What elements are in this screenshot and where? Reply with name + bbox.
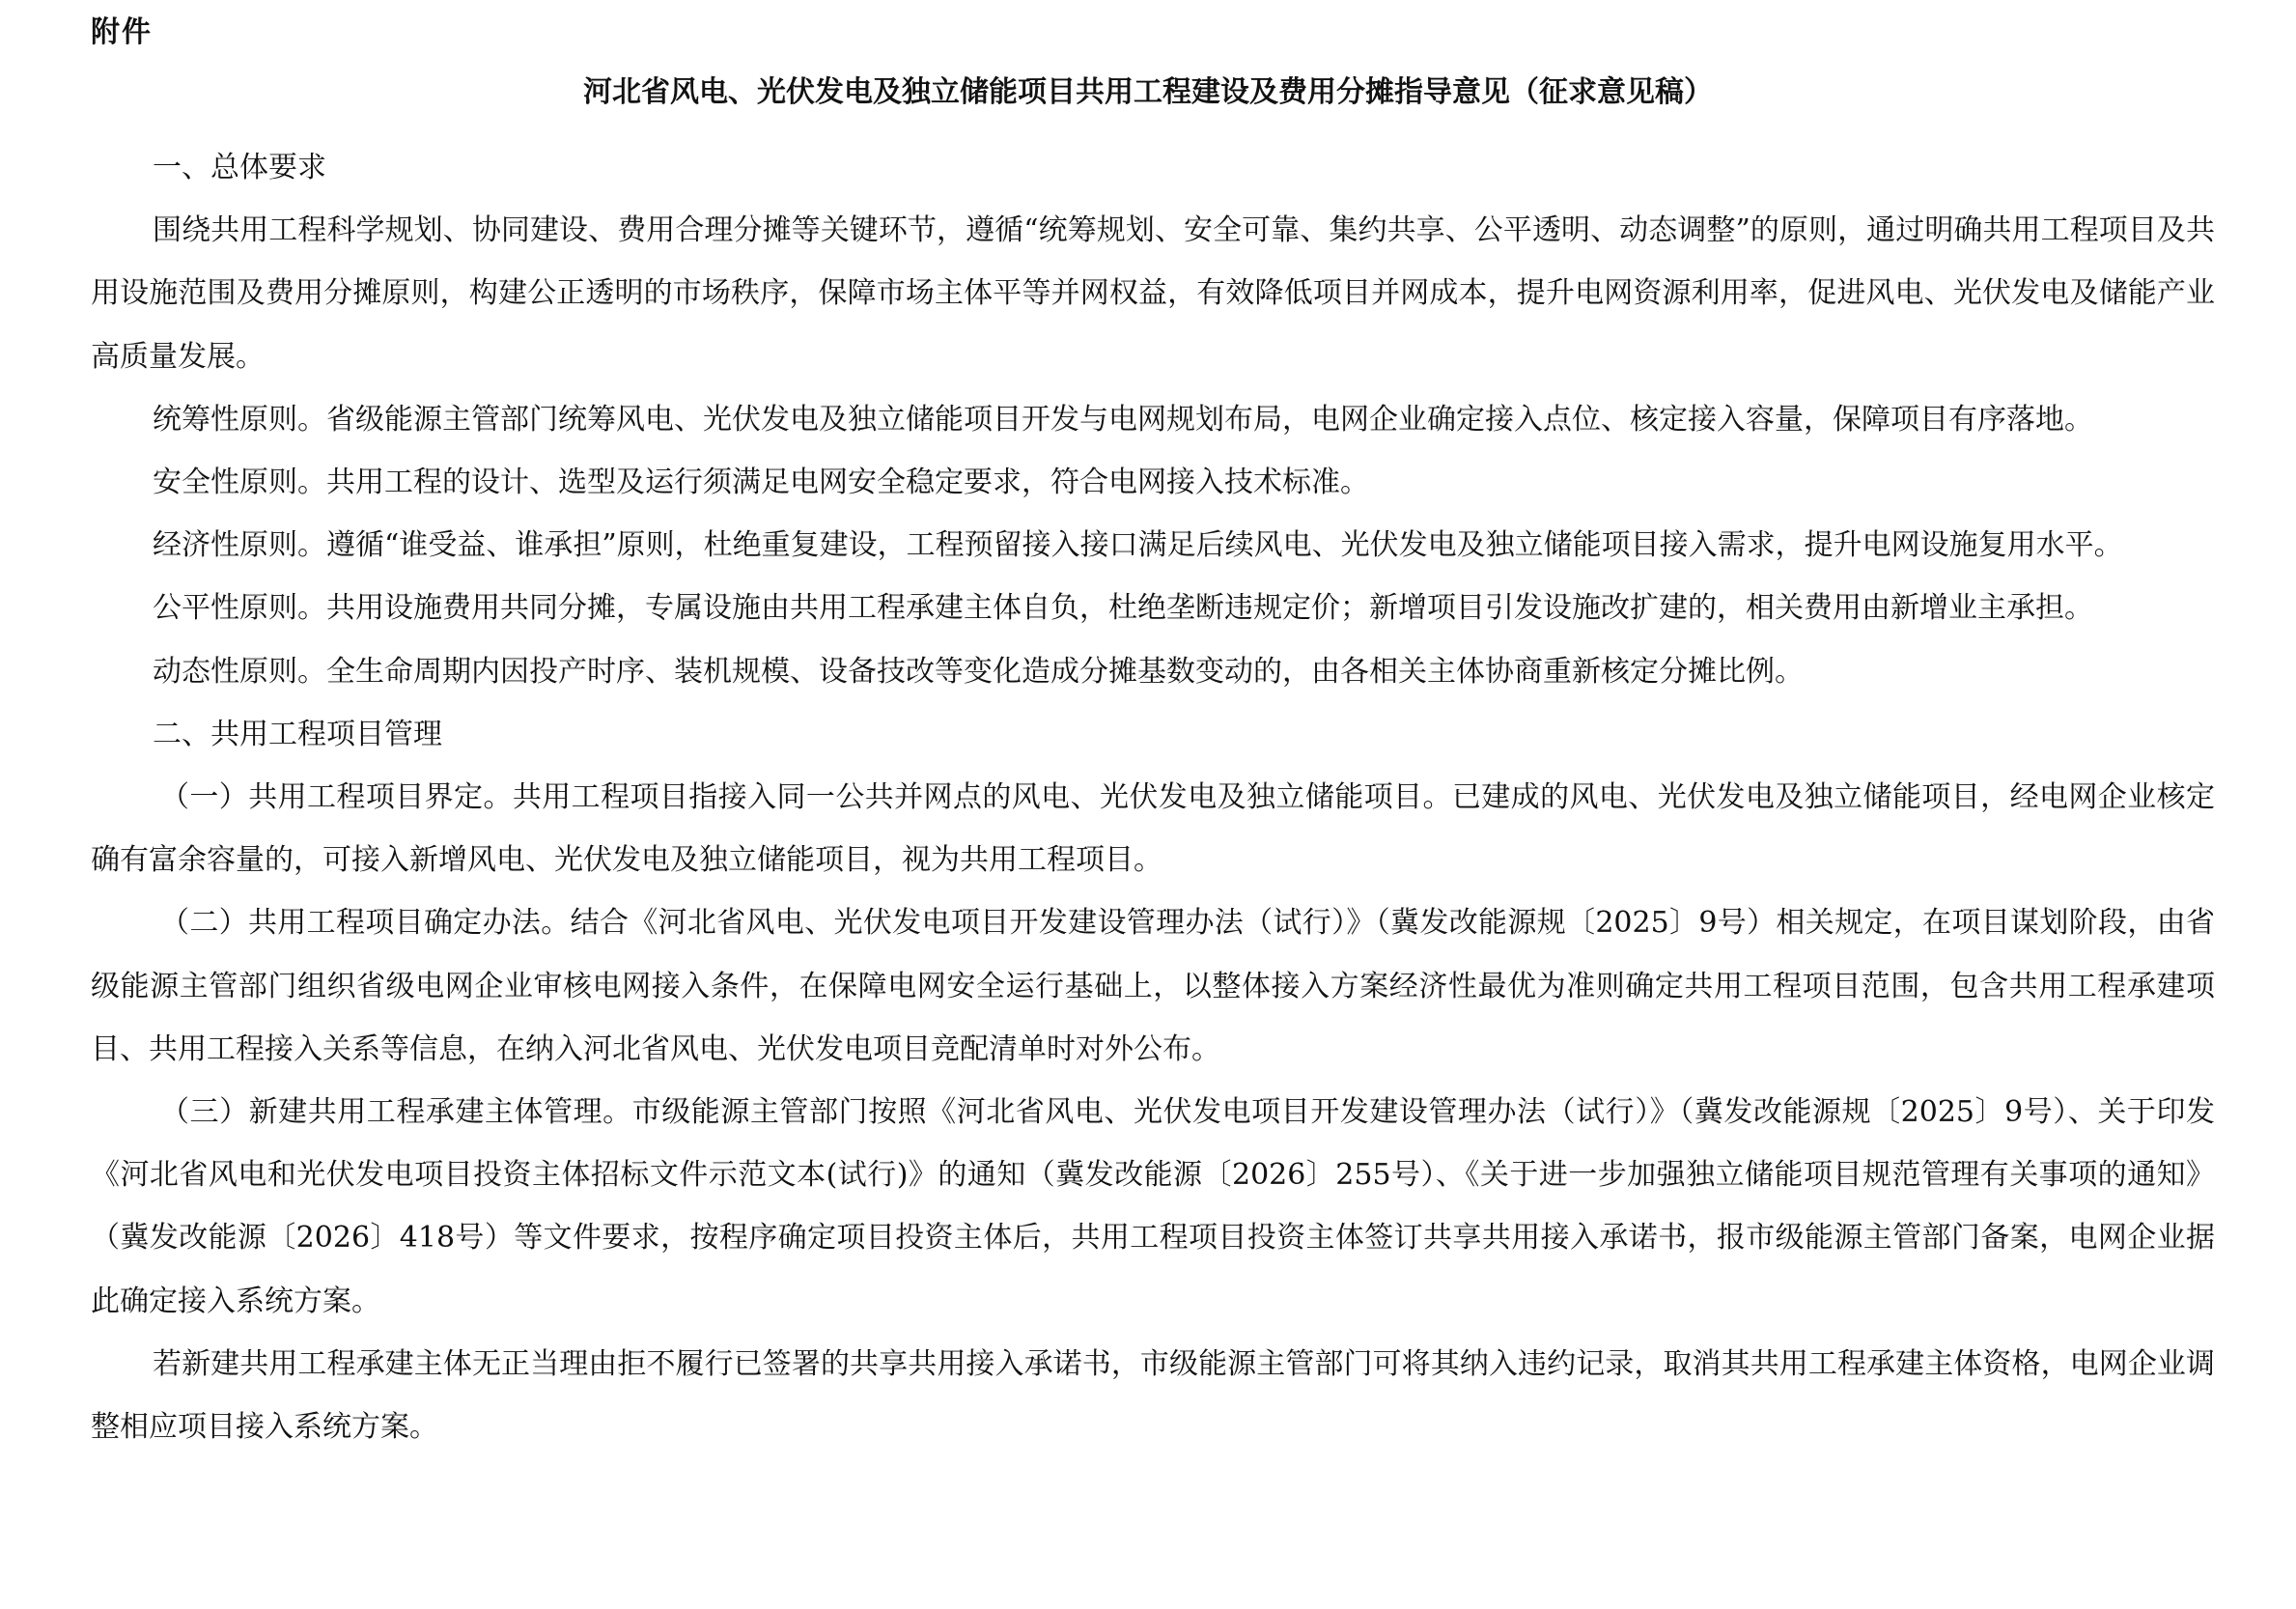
document-body [91, 136, 2215, 1458]
paragraph-general-overview: 围绕共用工程科学规划、协同建设、费用合理分摊等关键环节，遵循“统筹规划、安全可靠、集约共享、公平透明、动态调整”的原则，通过明确共用工程项目及共用设施范围及费用分摊原则，构建公正透明的市场秩序，保障市场主体平等并网权益，有效降低项目并网成本，提升电网资源利用率，促进风电、光伏发电及储能产业高质量发展。 [91, 213, 2215, 374]
paragraph-project-definition: （一）共用工程项目界定。共用工程项目指接入同一公共并网点的风电、光伏发电及独立储能项目。已建成的风电、光伏发电及独立储能项目，经电网企业核定确有富余容量的，可接入新增风电、光伏发电及独立储能项目，视为共用工程项目。 [91, 780, 2215, 878]
section-heading-project-management: 二、共用工程项目管理 [153, 717, 442, 751]
paragraph-principle-economy: 经济性原则。遵循“谁受益、谁承担”原则，杜绝重复建设，工程预留接入接口满足后续风电、光伏发电及独立储能项目接入需求，提升电网设施复用水平。 [153, 528, 2123, 563]
paragraph-default-handling: 若新建共用工程承建主体无正当理由拒不履行已签署的共享共用接入承诺书，市级能源主管部门可将其纳入违约记录，取消其共用工程承建主体资格，电网企业调整相应项目接入系统方案。 [91, 1346, 2215, 1445]
paragraph-principle-fairness: 公平性原则。共用设施费用共同分摊，专属设施由共用工程承建主体自负，杜绝垄断违规定价；新增项目引发设施改扩建的，相关费用由新增业主承担。 [153, 591, 2093, 626]
paragraph-contractor-management: （三）新建共用工程承建主体管理。市级能源主管部门按照《河北省风电、光伏发电项目开发建设管理办法（试行）》（冀发改能源规〔2025〕9号）、关于印发《河北省风电和光伏发电项目投资主体招标文件示范文本(试行)》的通知（冀发改能源〔2026〕255号）、《关于进一步加强独立储能项目规范管理有关事项的通知》（冀发改能源〔2026〕418号）等文件要求，按程序确定项目投资主体后，共用工程项目投资主体签订共享共用接入承诺书，报市级能源主管部门备案，电网企业据此确定接入系统方案。 [91, 1095, 2215, 1318]
paragraph-project-determination: （二）共用工程项目确定办法。结合《河北省风电、光伏发电项目开发建设管理办法（试行）》（冀发改能源规〔2025〕9号）相关规定，在项目谋划阶段，由省级能源主管部门组织省级电网企业审核电网接入条件，在保障电网安全运行基础上，以整体接入方案经济性最优为准则确定共用工程项目范围，包含共用工程承建项目、共用工程接入关系等信息，在纳入河北省风电、光伏发电项目竞配清单时对外公布。 [91, 906, 2215, 1066]
attachment-label: 附件 [91, 15, 153, 49]
paragraph-principle-safety: 安全性原则。共用工程的设计、选型及运行须满足电网安全稳定要求，符合电网接入技术标准。 [153, 466, 1369, 500]
section-heading-general-requirements: 一、总体要求 [153, 151, 326, 184]
paragraph-principle-dynamic: 动态性原则。全生命周期内因投产时序、装机规模、设备技改等变化造成分摊基数变动的，由各相关主体协商重新核定分摊比例。 [153, 654, 1804, 689]
document-title: 河北省风电、光伏发电及独立储能项目共用工程建设及费用分摊指导意见（征求意见稿） [583, 75, 1713, 109]
paragraph-principle-coordination: 统筹性原则。省级能源主管部门统筹风电、光伏发电及独立储能项目开发与电网规划布局，电网企业确定接入点位、核定接入容量，保障项目有序落地。 [153, 402, 2093, 437]
